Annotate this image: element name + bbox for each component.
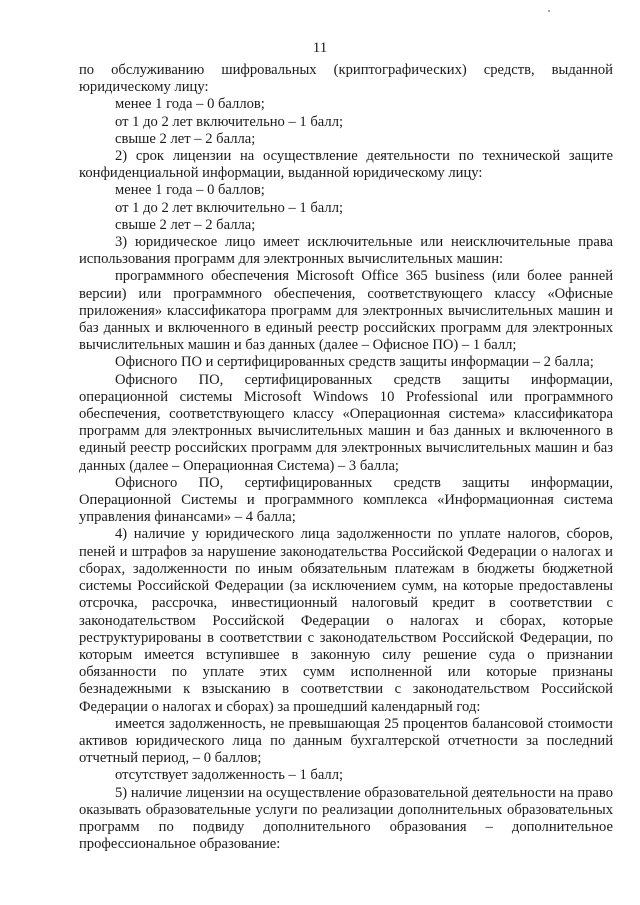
paragraph: от 1 до 2 лет включительно – 1 балл; [115,199,344,216]
paragraph: от 1 до 2 лет включительно – 1 балл; [115,113,344,130]
paragraph: по обслуживанию шифровальных (криптографических) средств, выданной юридическому лицу: [79,62,613,96]
paragraph: отсутствует задолженность – 1 балл; [115,767,344,784]
paragraph: программного обеспечения Microsoft Office 365 business (или более ранней версии) или программного обеспечения, соответствующего классу «Офисные приложения» классификатора программ для электронных вычислительных машин и баз данных и включенного в единый реестр российских программ для электронных вычислительных машин и баз данных (далее – Офисное ПО) – 1 балл; [79,268,613,354]
document-body [79,62,613,853]
paragraph: Офисного ПО, сертифицированных средств защиты информации, Операционной Системы и программного комплекса «Информационная система управления финансами» – 4 балла; [79,474,613,526]
paragraph: 3) юридическое лицо имеет исключительные или неисключительные права использования программ для электронных вычислительных машин: [79,234,613,268]
paragraph: Офисного ПО, сертифицированных средств защиты информации, операционной системы Microsoft Windows 10 Professional или программного обеспечения, соответствующего классу «Операционная система» классификатора программ для электронных вычислительных машин и баз данных и включенного в единый реестр российских программ для электронных вычислительных машин и баз данных (далее – Операционная Система) – 3 балла; [79,371,613,474]
paragraph: 5) наличие лицензии на осуществление образовательной деятельности на право оказывать образовательные услуги по реализации дополнительных образовательных программ по подвиду дополнительного образования – дополнительное профессиональное образование: [79,784,613,853]
paragraph: свыше 2 лет – 2 балла; [115,216,256,233]
page-number: 11 [312,40,328,56]
paragraph: свыше 2 лет – 2 балла; [115,130,256,147]
paragraph: 4) наличие у юридического лица задолженности по уплате налогов, сборов, пеней и штрафов за нарушение законодательства Российской Федерации о налогах и сборах, задолженности по иным обязательным платежам в бюджеты бюджетной системы Российской Федерации (за исключением сумм, на которые предоставлены отсрочка, рассрочка, инвестиционный налоговый кредит в соответствии с законодательством Российской Федерации о налогах и сборах, которые реструктурированы в соответствии с законодательством Российской Федерации, по которым имеется вступившее в законную силу решение суда о признании обязанности по уплате этих сумм исполненной или которые признаны безнадежными к взысканию в соответствии с законодательством Российской Федерации о налогах и сборах) за прошедший календарный год: [79,526,613,715]
scan-speck [548,10,550,12]
paragraph: 2) срок лицензии на осуществление деятельности по технической защите конфиденциальной информации, выданной юридическому лицу: [79,148,613,182]
paragraph: имеется задолженность, не превышающая 25 процентов балансовой стоимости активов юридического лица по данным бухгалтерской отчетности за последний отчетный период, – 0 баллов; [79,715,613,767]
paragraph: менее 1 года – 0 баллов; [115,182,265,199]
paragraph: Офисного ПО и сертифицированных средств защиты информации – 2 балла; [115,354,594,371]
paragraph: менее 1 года – 0 баллов; [115,96,265,113]
